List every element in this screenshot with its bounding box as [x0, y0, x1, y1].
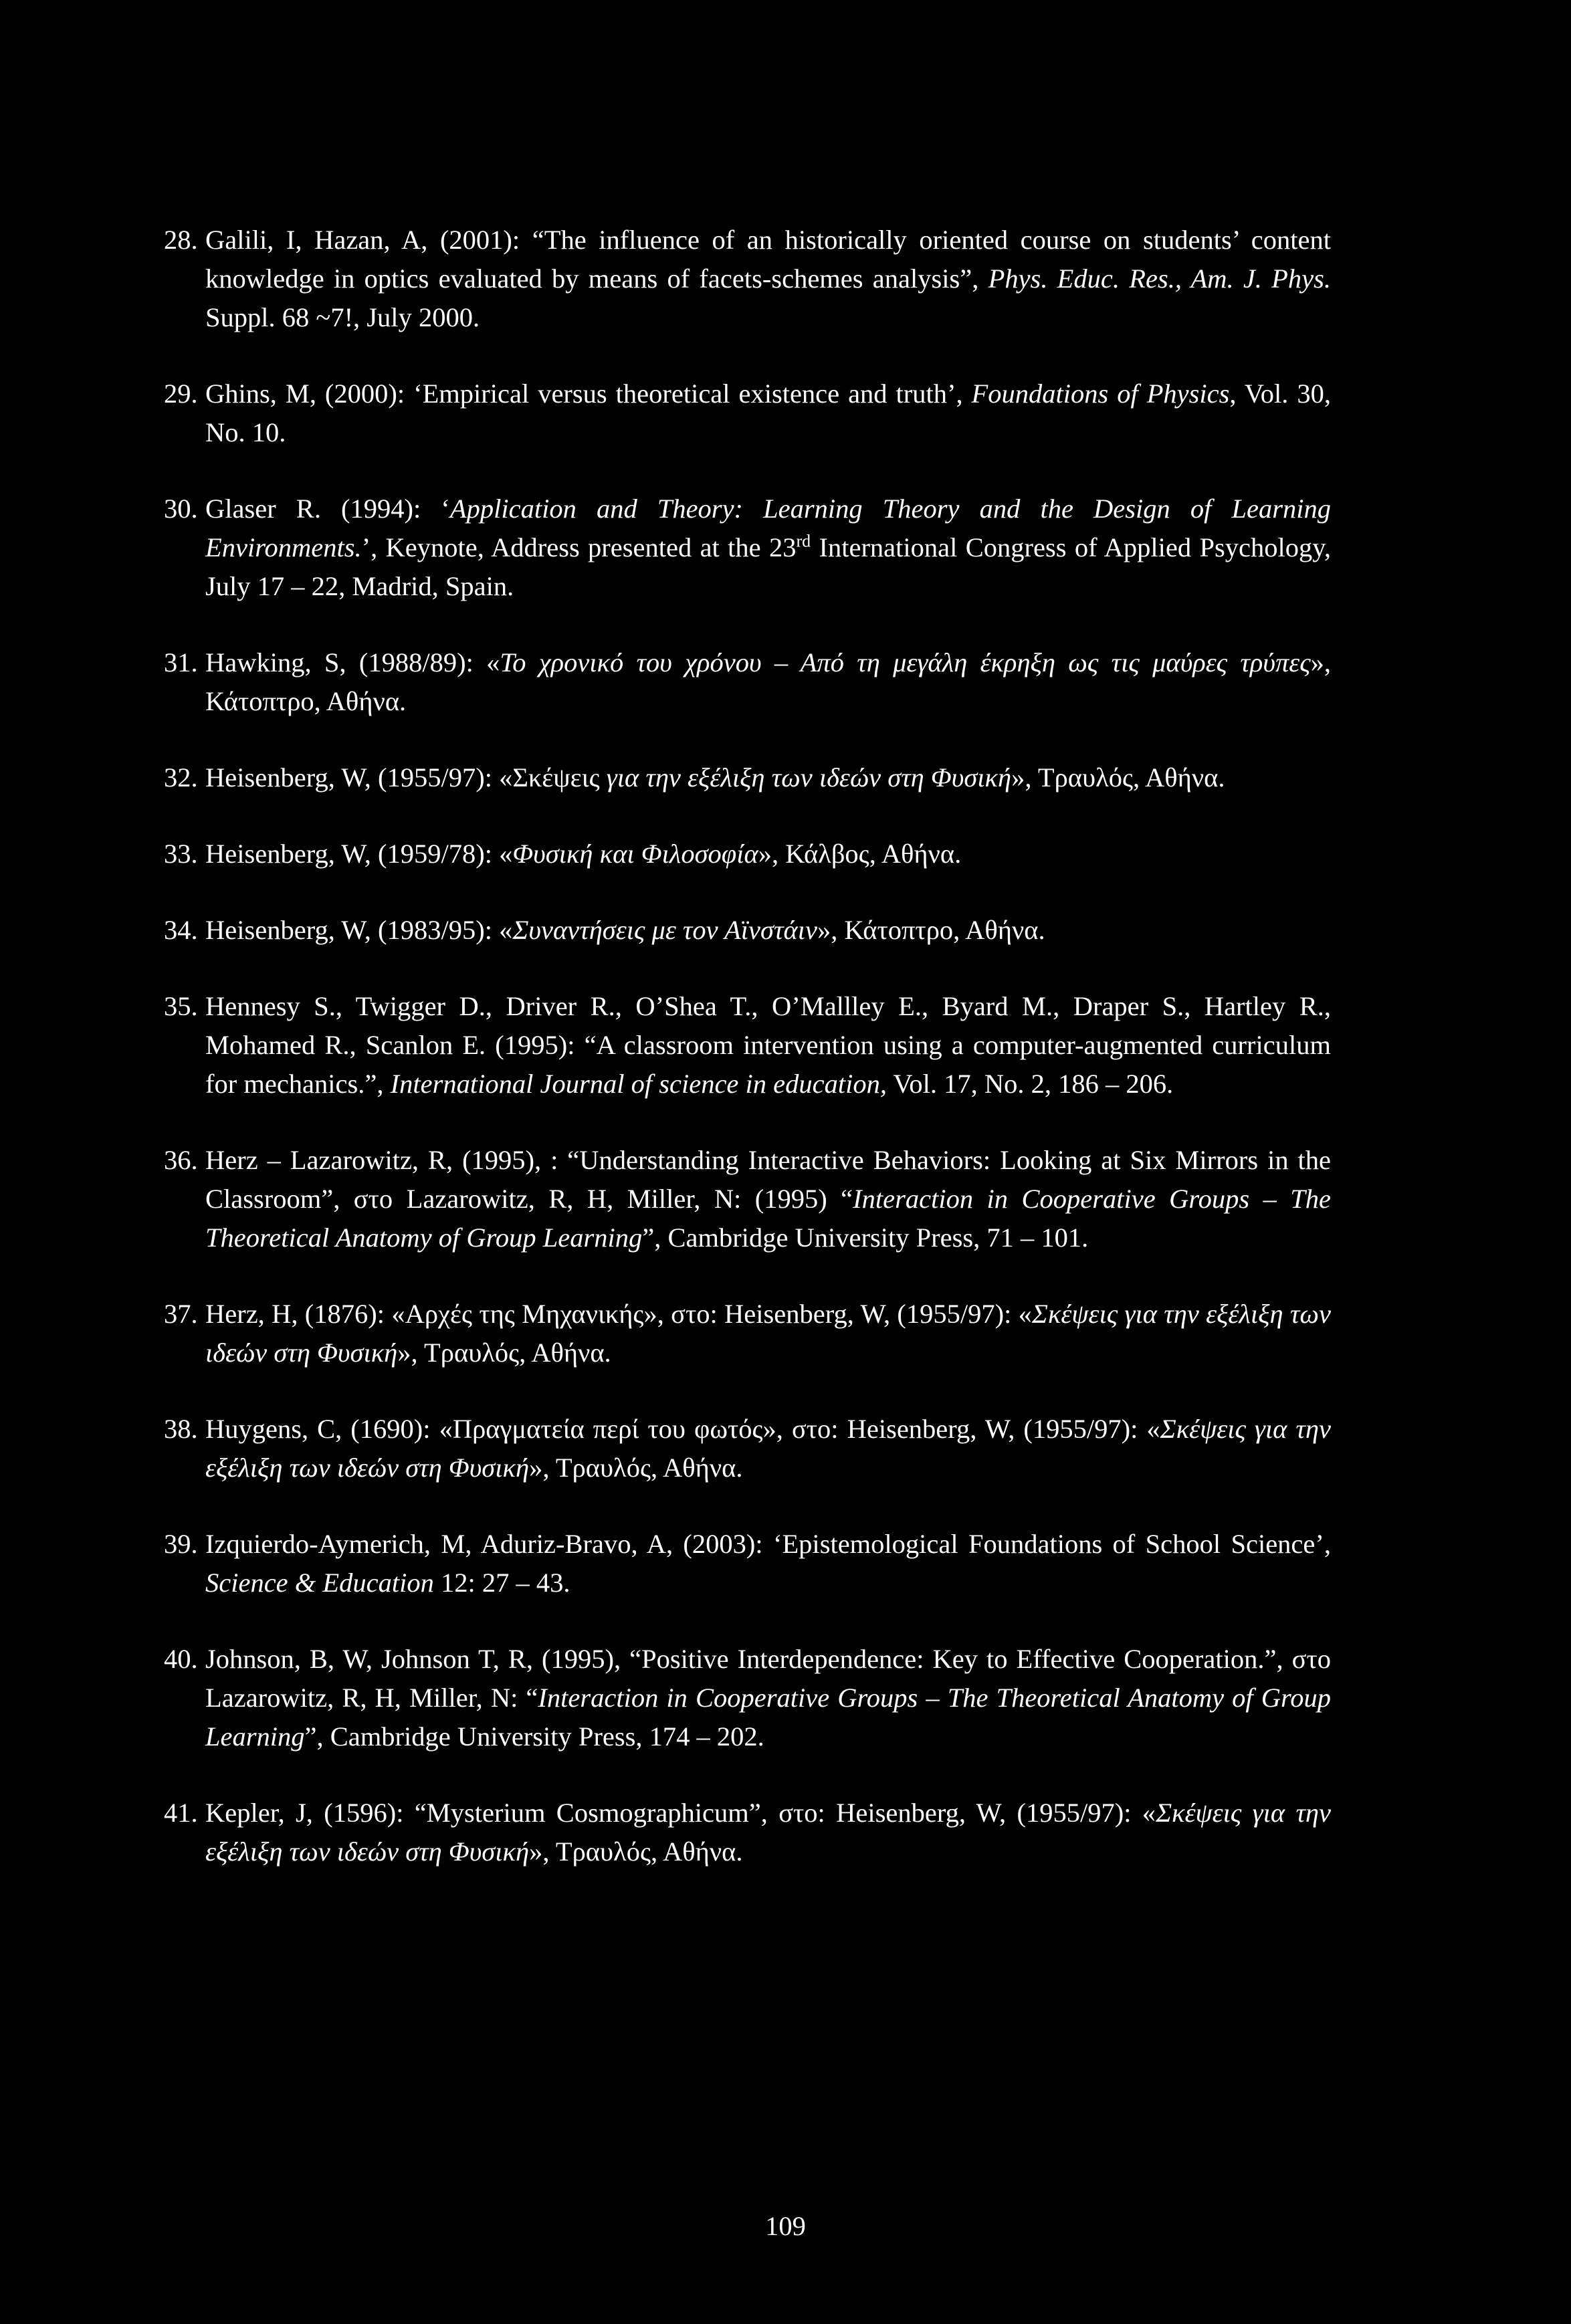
reference-superscript: rd [796, 531, 811, 551]
reference-text [205, 1414, 1331, 1483]
reference-segment: Johnson, B, W, Johnson T, R, (1995), “Positive Interdependence: Key to Effective Cooperation.”, στο Lazarowitz, R, H, Miller, N: “ [205, 1644, 1331, 1713]
reference-number: 37. [164, 1299, 198, 1329]
reference-entry [164, 1794, 1331, 1871]
reference-entry [164, 1640, 1331, 1756]
reference-entry [164, 1525, 1331, 1602]
reference-segment: Hennesy S., Twigger D., Driver R., O’Shea T., O’Mallley E., Byard M., Draper S., Hartley R., Mohamed R., Scanlon E. (1995): “A classroom intervention using a computer-augmented curriculum for mechanics.”, [205, 991, 1331, 1099]
reference-text [205, 379, 1331, 447]
reference-segment: Vol. 17, No. 2, 186 – 206. [886, 1069, 1174, 1099]
reference-text [205, 647, 1331, 716]
reference-entry [164, 1295, 1331, 1372]
reference-segment: Huygens, C, (1690): «Πραγματεία περί του φωτός», στο: Heisenberg, W, (1955/97): « [205, 1414, 1160, 1444]
reference-text [205, 1798, 1331, 1867]
reference-entry [164, 643, 1331, 721]
reference-entry [164, 758, 1331, 797]
reference-list [164, 221, 1331, 1909]
reference-number: 40. [164, 1644, 198, 1674]
reference-italic-segment: Σκέψεις για την εξέλιξη των ιδεών στη Φυσική [205, 1414, 1331, 1483]
reference-number: 31. [164, 647, 198, 677]
reference-italic-segment: Phys. Educ. Res., Am. J. Phys. [988, 263, 1332, 294]
reference-number: 36. [164, 1145, 198, 1175]
reference-number: 29. [164, 379, 198, 409]
reference-segment: Ghins, M, (2000): ‘Empirical versus theoretical existence and truth’, [205, 379, 972, 409]
reference-text [205, 225, 1331, 332]
reference-segment: , Vol. 30, No. 10. [205, 379, 1331, 447]
reference-italic-segment: Foundations of Physics [971, 379, 1230, 409]
reference-text [205, 991, 1331, 1099]
reference-italic-segment: Σκέψεις για την εξέλιξη των ιδεών στη Φυσική [205, 1299, 1331, 1368]
reference-entry [164, 490, 1331, 606]
reference-entry [164, 911, 1331, 950]
reference-italic-segment: Application and Theory: Learning Theory and the Design of Learning Environments. [205, 494, 1331, 562]
reference-number: 28. [164, 225, 198, 255]
reference-segment: Herz, H, (1876): «Αρχές της Μηχανικής», στο: Heisenberg, W, (1955/97): « [205, 1299, 1032, 1329]
reference-italic-segment: International Journal of science in education, [390, 1069, 887, 1099]
reference-text [205, 1529, 1331, 1598]
reference-number: 41. [164, 1798, 198, 1828]
reference-segment: », Κάτοπτρο, Αθήνα. [817, 915, 1045, 945]
reference-segment: », Τραυλός, Αθήνα. [529, 1453, 743, 1483]
reference-text [205, 915, 1045, 945]
reference-number: 30. [164, 494, 198, 524]
reference-segment: 12: 27 – 43. [433, 1568, 570, 1598]
reference-segment: ”, Cambridge University Press, 71 – 101. [642, 1223, 1089, 1253]
reference-italic-segment: για την εξέλιξη των ιδεών στη Φυσική [606, 762, 1012, 793]
reference-entry [164, 375, 1331, 452]
reference-italic-segment: Interaction in Cooperative Groups – The Theoretical Anatomy of Group Learning [205, 1683, 1332, 1752]
reference-segment: International Congress of Applied Psychology, July 17 – 22, Madrid, Spain. [205, 532, 1331, 601]
reference-segment: Heisenberg, W, (1983/95): « [205, 915, 513, 945]
reference-segment: Heisenberg, W, (1955/97): «Σκέψεις [205, 762, 607, 793]
reference-entry [164, 1141, 1331, 1257]
reference-italic-segment: Interaction in Cooperative Groups – The Theoretical Anatomy of Group Learning [205, 1184, 1331, 1253]
reference-number: 38. [164, 1414, 198, 1444]
reference-segment: ”, Cambridge University Press, 174 – 202. [304, 1721, 764, 1752]
reference-number: 33. [164, 839, 198, 869]
reference-text [205, 762, 1225, 793]
reference-entry [164, 835, 1331, 873]
reference-entry [164, 221, 1331, 337]
reference-segment: », Τραυλός, Αθήνα. [397, 1338, 611, 1368]
reference-text [205, 1644, 1331, 1752]
reference-text [205, 1299, 1331, 1368]
reference-segment: », Τραυλός, Αθήνα. [1011, 762, 1225, 793]
reference-italic-segment: Το χρονικό του χρόνου – Από τη μεγάλη έκρηξη ως τις μαύρες τρύπες [500, 647, 1311, 677]
reference-italic-segment: Φυσική και Φιλοσοφία [512, 839, 758, 869]
reference-italic-segment: Σκέψεις για την εξέλιξη των ιδεών στη Φυσική [205, 1798, 1332, 1867]
reference-number: 32. [164, 762, 198, 793]
reference-segment: Izquierdo-Aymerich, M, Aduriz-Bravo, A, (2003): ‘Epistemological Foundations of School Science’, [205, 1529, 1331, 1559]
reference-segment: Glaser R. (1994): ‘ [205, 494, 450, 524]
reference-text [205, 494, 1331, 601]
reference-segment: Hawking, S, (1988/89): « [205, 647, 500, 677]
reference-number: 39. [164, 1529, 198, 1559]
reference-segment: Suppl. 68 ~7!, July 2000. [205, 302, 480, 332]
reference-text [205, 839, 961, 869]
page-number: 109 [765, 2211, 806, 2241]
reference-segment: Heisenberg, W, (1959/78): « [205, 839, 513, 869]
reference-number: 34. [164, 915, 198, 945]
reference-segment: Kepler, J, (1596): “Mysterium Cosmographicum”, στο: Heisenberg, W, (1955/97): « [205, 1798, 1156, 1828]
reference-segment: », Τραυλός, Αθήνα. [529, 1836, 743, 1867]
reference-number: 35. [164, 991, 198, 1021]
reference-segment: ’, Keynote, Address presented at the 23 [361, 532, 797, 562]
reference-text [205, 1145, 1331, 1253]
reference-segment: Galili, I, Hazan, A, (2001): “The influence of an historically oriented course on students’ content knowledge in optics evaluated by means of facets-schemes analysis”, [205, 225, 1331, 294]
reference-segment: », Κάλβος, Αθήνα. [758, 839, 962, 869]
reference-italic-segment: Science & Education [205, 1568, 434, 1598]
reference-entry [164, 987, 1331, 1103]
reference-entry [164, 1410, 1331, 1487]
reference-segment: Herz – Lazarowitz, R, (1995), : “Understanding Interactive Behaviors: Looking at Six Mirrors in the Classroom”, στο Lazarowitz, R, H, Miller, N: (1995) “ [205, 1145, 1331, 1214]
reference-italic-segment: Συναντήσεις με τον Αϊνστάιν [512, 915, 817, 945]
reference-segment: », Κάτοπτρο, Αθήνα. [205, 647, 1332, 716]
